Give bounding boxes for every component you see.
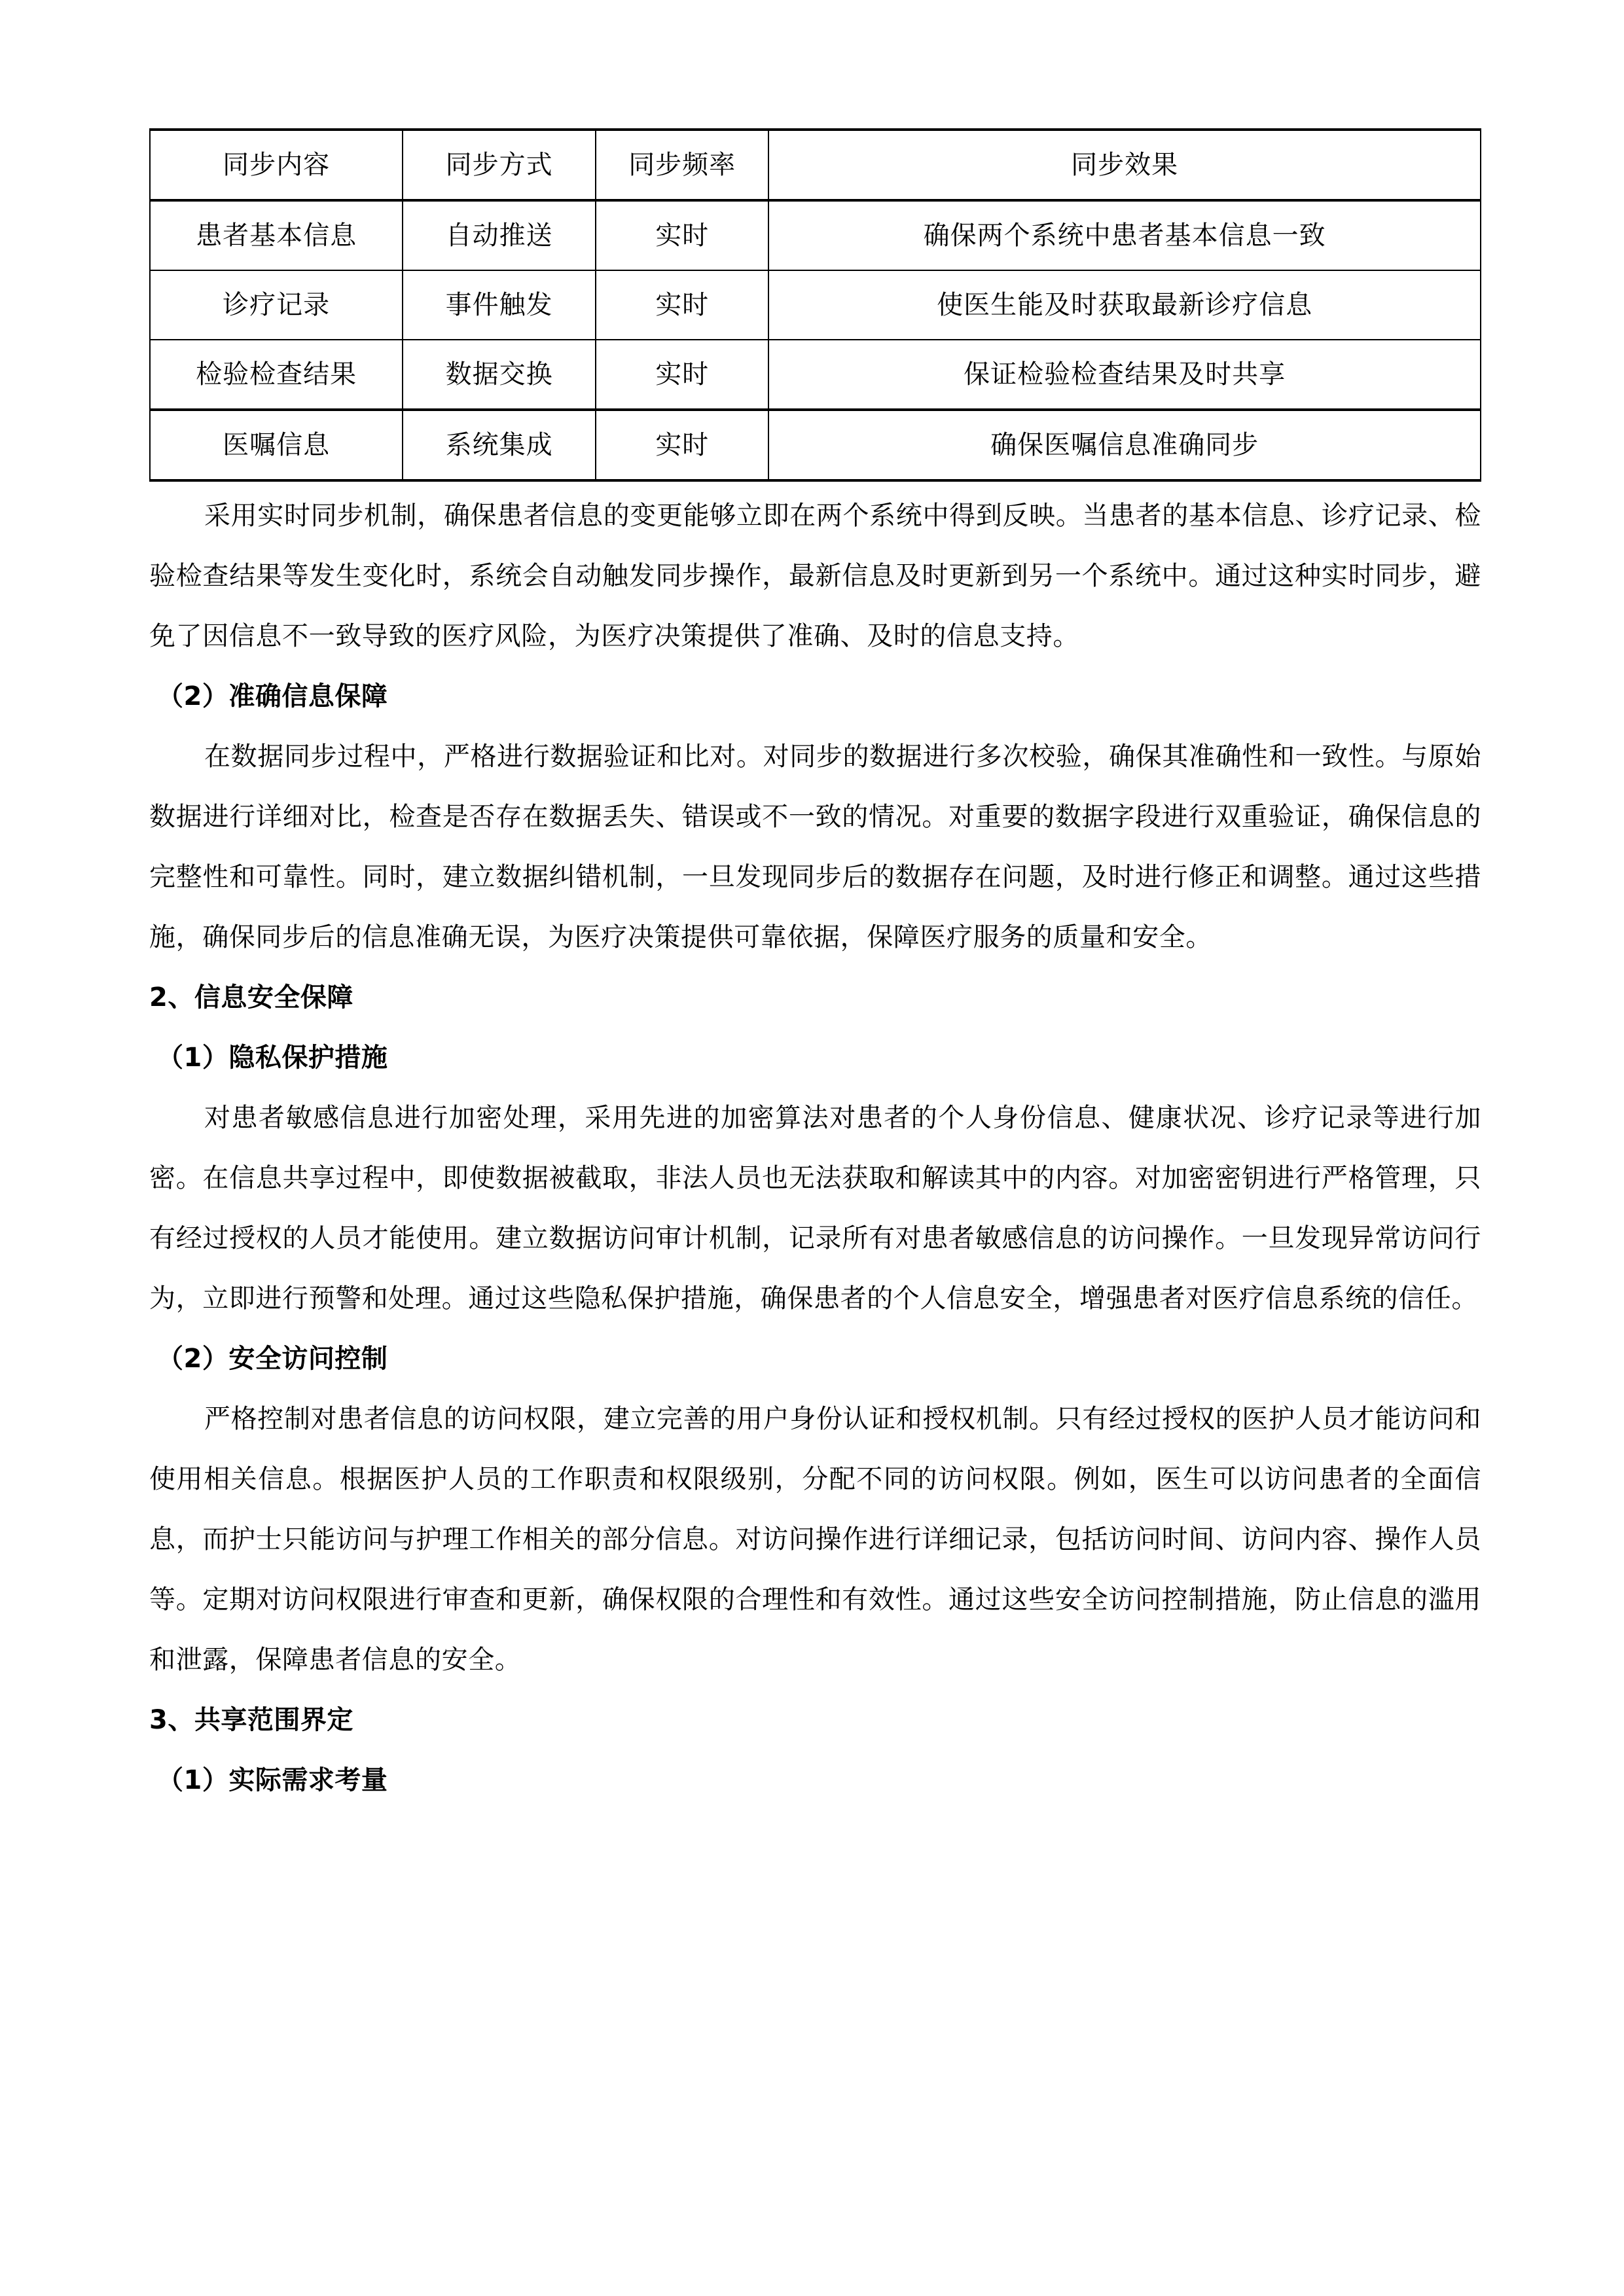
cell-sync-method: 数据交换 — [403, 340, 596, 410]
heading-privacy-protection: （1）隐私保护措施 — [157, 1043, 388, 1073]
paragraph-realtime-sync: 采用实时同步机制，确保患者信息的变更能够立即在两个系统中得到反映。当患者的基本信息、诊疗记录、检验检查结果等发生变化时，系统会自动触发同步操作，最新信息及时更新到另一个系统中。通过这种实时同步，避免了因信息不一致导致的医疗风险，为医疗决策提供了准确、及时的信息支持。 — [149, 501, 1481, 651]
table-header-row — [150, 130, 1481, 200]
cell-sync-content: 诊疗记录 — [150, 270, 403, 340]
paragraph-accurate-information: 在数据同步过程中，严格进行数据验证和比对。对同步的数据进行多次校验，确保其准确性和一致性。与原始数据进行详细对比，检查是否存在数据丢失、错误或不一致的情况。对重要的数据字段进行双重验证，确保信息的完整性和可靠性。同时，建立数据纠错机制，一旦发现同步后的数据存在问题，及时进行修正和调整。通过这些措施，确保同步后的信息准确无误，为医疗决策提供可靠依据，保障医疗服务的质量和安全。 — [149, 742, 1481, 952]
cell-sync-content: 医嘱信息 — [150, 410, 403, 480]
table-header-sync-effect: 同步效果 — [768, 130, 1481, 200]
heading-accurate-information: （2）准确信息保障 — [157, 681, 388, 711]
table-header-sync-content: 同步内容 — [150, 130, 403, 200]
data-synchronization-table — [149, 128, 1481, 482]
table-header-sync-method: 同步方式 — [403, 130, 596, 200]
paragraph-secure-access-control: 严格控制对患者信息的访问权限，建立完善的用户身份认证和授权机制。只有经过授权的医护人员才能访问和使用相关信息。根据医护人员的工作职责和权限级别，分配不同的访问权限。例如，医生可以访问患者的全面信息，而护士只能访问与护理工作相关的部分信息。对访问操作进行详细记录，包括访问时间、访问内容、操作人员等。定期对访问权限进行审查和更新，确保权限的合理性和有效性。通过这些安全访问控制措施，防止信息的滥用和泄露，保障患者信息的安全。 — [149, 1404, 1481, 1675]
table-row — [150, 340, 1481, 410]
table-row — [150, 410, 1481, 480]
paragraph-privacy-protection: 对患者敏感信息进行加密处理，采用先进的加密算法对患者的个人身份信息、健康状况、诊疗记录等进行加密。在信息共享过程中，即使数据被截取，非法人员也无法获取和解读其中的内容。对加密密钥进行严格管理，只有经过授权的人员才能使用。建立数据访问审计机制，记录所有对患者敏感信息的访问操作。一旦发现异常访问行为，立即进行预警和处理。通过这些隐私保护措施，确保患者的个人信息安全，增强患者对医疗信息系统的信任。 — [149, 1103, 1481, 1314]
cell-sync-frequency: 实时 — [596, 200, 768, 270]
cell-sync-method: 系统集成 — [403, 410, 596, 480]
heading-actual-need: （1）实际需求考量 — [157, 1765, 388, 1795]
cell-sync-content: 患者基本信息 — [150, 200, 403, 270]
cell-sync-effect: 保证检验检查结果及时共享 — [768, 340, 1481, 410]
table-header-sync-frequency: 同步频率 — [596, 130, 768, 200]
cell-sync-method: 自动推送 — [403, 200, 596, 270]
table-row — [150, 200, 1481, 270]
heading-secure-access-control: （2）安全访问控制 — [157, 1344, 388, 1374]
cell-sync-method: 事件触发 — [403, 270, 596, 340]
heading-sharing-scope: 3、共享范围界定 — [149, 1705, 353, 1735]
cell-sync-content: 检验检查结果 — [150, 340, 403, 410]
cell-sync-frequency: 实时 — [596, 410, 768, 480]
heading-information-security: 2、信息安全保障 — [149, 982, 353, 1013]
cell-sync-effect: 确保医嘱信息准确同步 — [768, 410, 1481, 480]
cell-sync-effect: 确保两个系统中患者基本信息一致 — [768, 200, 1481, 270]
cell-sync-effect: 使医生能及时获取最新诊疗信息 — [768, 270, 1481, 340]
cell-sync-frequency: 实时 — [596, 270, 768, 340]
cell-sync-frequency: 实时 — [596, 340, 768, 410]
table-row — [150, 270, 1481, 340]
